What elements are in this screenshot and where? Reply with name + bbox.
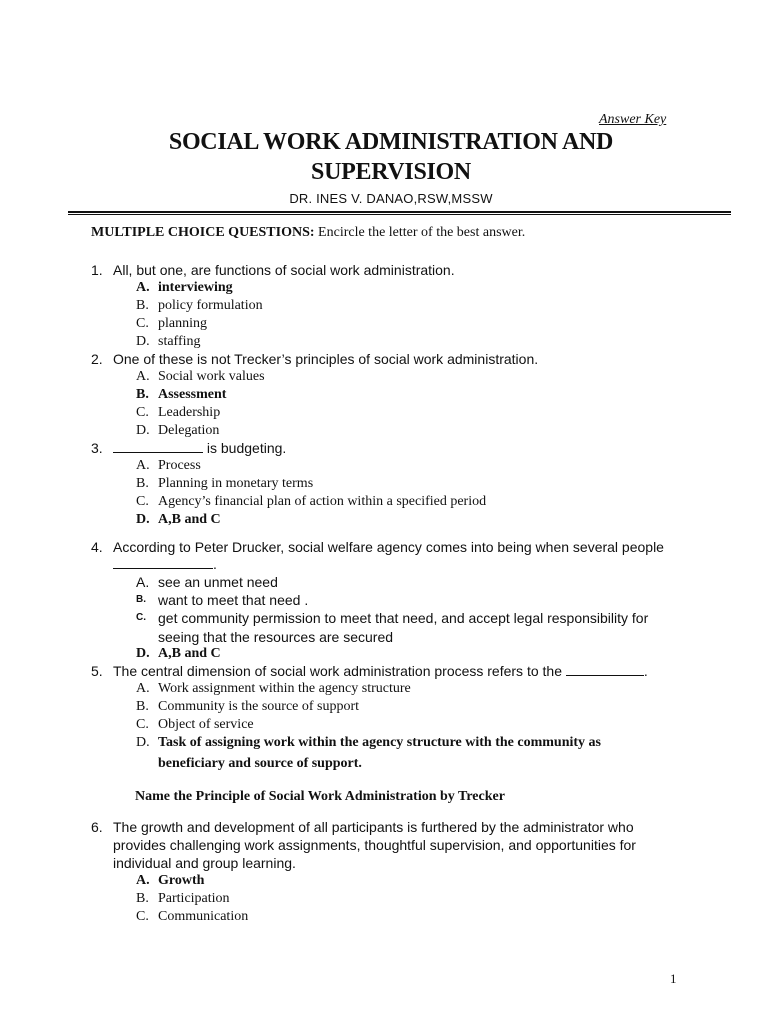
question-6-option-b: Participation: [158, 891, 230, 906]
question-5-stem-end: .: [643, 663, 648, 679]
question-3-option-d: A,B and C: [158, 512, 221, 527]
question-2-option-b-letter: B.: [136, 387, 149, 402]
answer-blank: [113, 440, 203, 453]
question-5-option-a: Work assignment within the agency structure: [158, 681, 411, 696]
question-4-stem-line2: .: [213, 556, 217, 572]
question-3-stem-row: [113, 439, 286, 457]
question-5-option-d-line2: beneficiary and source of support.: [158, 756, 362, 771]
answer-blank: [113, 556, 213, 569]
question-4-number: 4.: [91, 539, 103, 555]
question-1-option-d: staffing: [158, 334, 201, 349]
question-5-option-b-letter: B.: [136, 699, 149, 714]
question-4-option-c-line1: get community permission to meet that need, and accept legal responsibility for: [158, 610, 649, 626]
answer-blank: [566, 663, 644, 676]
question-1-option-b: policy formulation: [158, 298, 263, 313]
question-6-number: 6.: [91, 819, 103, 835]
question-4-option-d-letter: D.: [136, 646, 150, 661]
question-5-number: 5.: [91, 663, 103, 679]
question-6-option-a: Growth: [158, 873, 205, 888]
question-6-option-c-letter: C.: [136, 909, 149, 924]
question-5-option-d-letter: D.: [136, 735, 150, 750]
question-1-option-a-letter: A.: [136, 280, 150, 295]
instructions-label: MULTIPLE CHOICE QUESTIONS:: [91, 225, 315, 240]
question-5-option-d-line1: Task of assigning work within the agency structure with the community as: [158, 735, 601, 750]
question-3-stem: is budgeting.: [203, 440, 287, 456]
question-2-stem: One of these is not Trecker’s principles of social work administration.: [113, 351, 539, 367]
question-6-option-c: Communication: [158, 909, 249, 924]
question-6-option-a-letter: A.: [136, 873, 150, 888]
question-6-stem-line3: individual and group learning.: [113, 855, 296, 871]
question-1-option-c: planning: [158, 316, 207, 331]
question-4-option-b-letter: B.: [136, 594, 146, 605]
question-1-number: 1.: [91, 262, 103, 278]
question-3-option-a: Process: [158, 458, 201, 473]
question-2-option-c: Leadership: [158, 405, 221, 420]
question-6-stem-line2: provides challenging work assignments, thoughtful supervision, and opportunities for: [113, 837, 636, 853]
question-6-option-b-letter: B.: [136, 891, 149, 906]
question-2-option-a: Social work values: [158, 369, 265, 384]
document-title-line2: SUPERVISION: [311, 159, 471, 185]
question-4-option-b: want to meet that need .: [158, 592, 309, 608]
question-1-option-d-letter: D.: [136, 334, 150, 349]
question-6-stem-line1: The growth and development of all participants is furthered by the administrator who: [113, 819, 634, 835]
question-3-option-c-letter: C.: [136, 494, 149, 509]
question-4-stem-line2-row: [113, 555, 217, 573]
document-title-line1: SOCIAL WORK ADMINISTRATION AND: [168, 129, 614, 155]
section-subheading: Name the Principle of Social Work Administration by Trecker: [135, 789, 505, 804]
question-2-option-b: Assessment: [158, 387, 227, 402]
instructions: [91, 225, 525, 241]
question-5-option-b: Community is the source of support: [158, 699, 360, 714]
question-3-option-c: Agency’s financial plan of action within a specified period: [158, 494, 487, 509]
question-3-option-d-letter: D.: [136, 512, 150, 527]
question-2-number: 2.: [91, 351, 103, 367]
instructions-text: Encircle the letter of the best answer.: [314, 225, 526, 240]
author-line: DR. INES V. DANAO,RSW,MSSW: [289, 191, 493, 206]
question-4-option-c-letter: C.: [136, 612, 146, 623]
question-5-option-a-letter: A.: [136, 681, 150, 696]
question-3-option-b: Planning in monetary terms: [158, 476, 314, 491]
page-number: 1: [670, 971, 677, 986]
question-3-option-a-letter: A.: [136, 458, 150, 473]
question-1-option-c-letter: C.: [136, 316, 149, 331]
question-5-stem: The central dimension of social work administration process refers to the: [113, 663, 566, 679]
question-3-option-b-letter: B.: [136, 476, 149, 491]
question-4-option-a-letter: A.: [136, 574, 150, 590]
question-5-option-c: Object of service: [158, 717, 254, 732]
question-1-stem: All, but one, are functions of social work administration.: [113, 262, 455, 278]
question-4-option-a: see an unmet need: [158, 574, 278, 590]
question-4-option-c-line2: seeing that the resources are secured: [158, 629, 394, 645]
question-1-option-b-letter: B.: [136, 298, 149, 313]
question-4-stem-line1: According to Peter Drucker, social welfare agency comes into being when several people: [113, 539, 664, 555]
question-2-option-a-letter: A.: [136, 369, 150, 384]
answer-key-label: Answer Key: [599, 112, 667, 127]
question-2-option-d-letter: D.: [136, 423, 150, 438]
question-5-stem-row: [113, 662, 648, 680]
question-4-option-d: A,B and C: [158, 646, 221, 661]
question-2-option-d: Delegation: [158, 423, 220, 438]
question-5-option-c-letter: C.: [136, 717, 149, 732]
question-2-option-c-letter: C.: [136, 405, 149, 420]
header-divider: [68, 211, 731, 215]
question-3-number: 3.: [91, 440, 103, 456]
question-1-option-a: interviewing: [158, 280, 233, 295]
